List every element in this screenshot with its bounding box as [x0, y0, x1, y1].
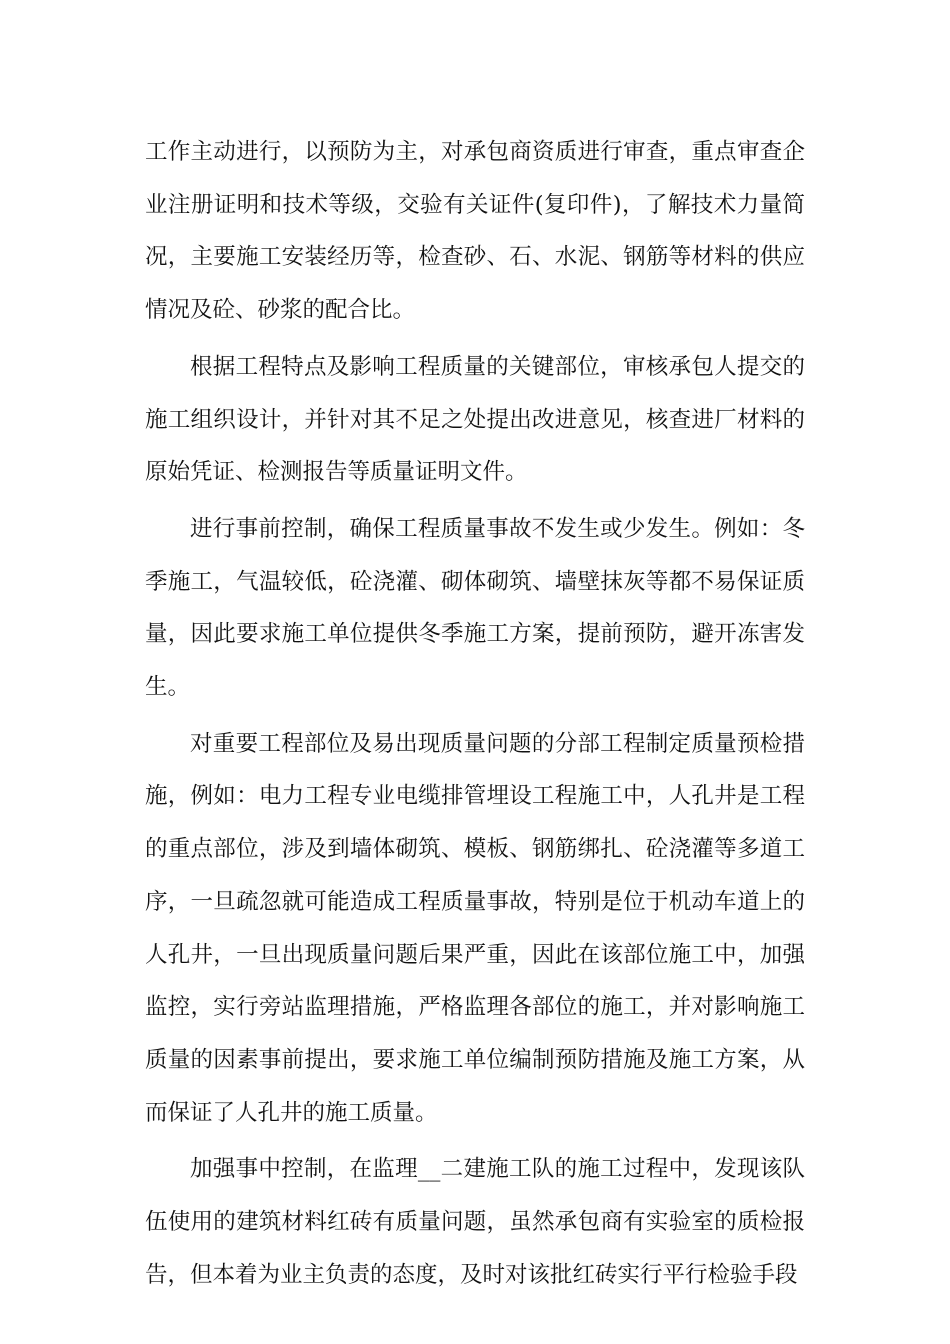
paragraph-design-review: 根据工程特点及影响工程质量的关键部位，审核承包人提交的施工组织设计，并针对其不足之处提出改进意见，核查进厂材料的原始凭证、检测报告等质量证明文件。 [145, 353, 805, 486]
paragraph-in-process-control: 加强事中控制，在监理__二建施工队的施工过程中，发现该队伍使用的建筑材料红砖有质量问题，虽然承包商有实验室的质检报告，但本着为业主负责的态度，及时对该批红砖实行平行检验手段 [145, 1156, 805, 1288]
paragraph-preventive-control: 进行事前控制，确保工程质量事故不发生或少发生。例如：冬季施工，气温较低，砼浇灌、砌体砌筑、墙壁抹灰等都不易保证质量，因此要求施工单位提供冬季施工方案，提前预防，避开冻害发生。 [145, 515, 805, 701]
paragraph-precheck-measures: 对重要工程部位及易出现质量问题的分部工程制定质量预检措施，例如：电力工程专业电缆排管埋设工程施工中，人孔井是工程的重点部位，涉及到墙体砌筑、模板、钢筋绑扎、砼浇灌等多道工序，一旦疏忽就可能造成工程质量事故，特别是位于机动车道上的人孔井，一旦出现质量问题后果严重，因此在该部位施工中，加强监控，实行旁站监理措施，严格监理各部位的施工，并对影响施工质量的因素事前提出，要求施工单位编制预防措施及施工方案，从而保证了人孔井的施工质量。 [145, 730, 805, 1126]
document-body [145, 126, 805, 1305]
paragraph-qualification-review: 工作主动进行，以预防为主，对承包商资质进行审查，重点审查企业注册证明和技术等级，交验有关证件(复印件)，了解技术力量简况，主要施工安装经历等，检查砂、石、水泥、钢筋等材料的供应情况及砼、砂浆的配合比。 [145, 139, 805, 324]
